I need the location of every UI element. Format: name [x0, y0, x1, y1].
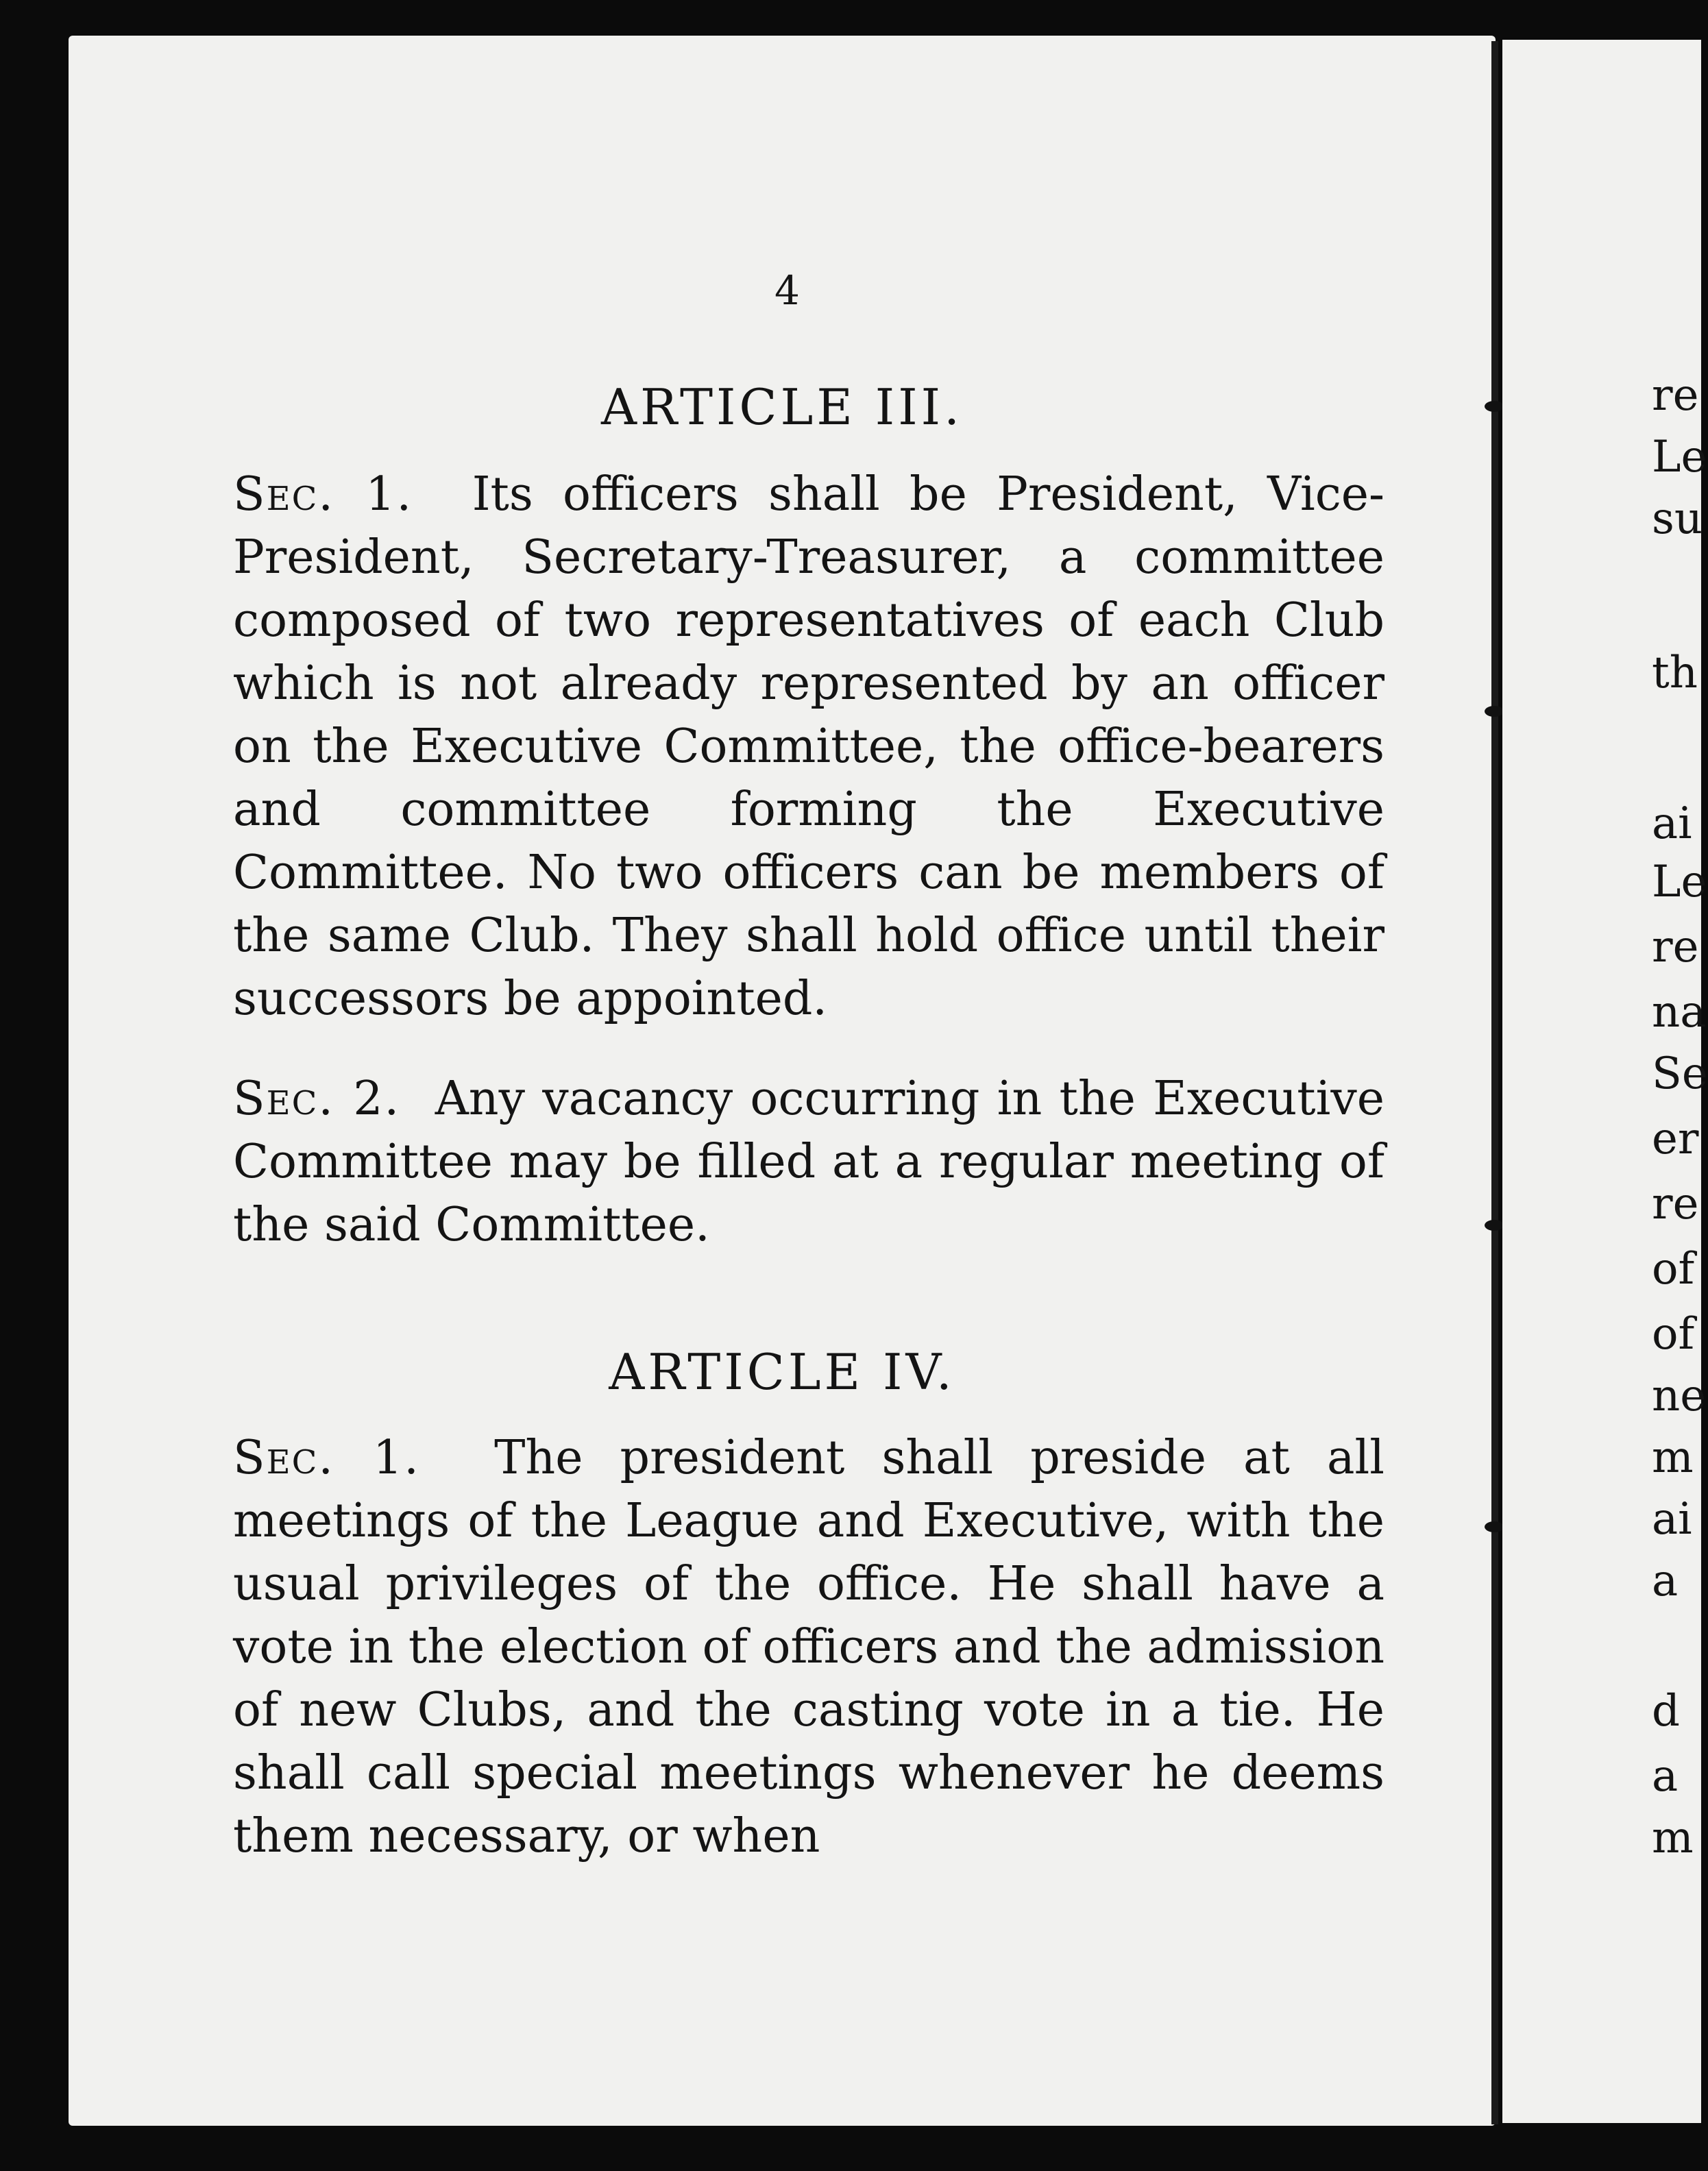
right-page-fragment: Le: [1652, 857, 1707, 907]
stitch-mark: [1485, 706, 1504, 717]
right-page-fragment: re: [1652, 370, 1699, 421]
article-iii-section-2: [233, 1068, 1384, 1257]
right-page-fragment: re: [1652, 1179, 1699, 1229]
right-page-fragment: ai: [1652, 798, 1692, 849]
right-page-fragment: Le: [1652, 432, 1707, 482]
right-page-fragment: su: [1652, 493, 1703, 544]
right-page-fragment: a: [1652, 1751, 1679, 1802]
right-page-fragment: ne: [1652, 1371, 1707, 1421]
section-text: The president shall preside at all meetings of the League and Executive, with the usual privileges of the office. He shall have a vote in the election of officers and the admission of new Clubs, and the casting vote in a tie. He shall call special meetings whenever he deems them necessary, or when: [233, 1431, 1384, 1863]
right-page-fragment: er: [1652, 1114, 1699, 1164]
section-label: Sec. 1.: [233, 1431, 420, 1485]
right-page-fragment: of: [1652, 1309, 1695, 1360]
stitch-mark: [1485, 1220, 1504, 1231]
right-page-fragment: re: [1652, 922, 1699, 972]
stitch-mark: [1485, 1521, 1504, 1532]
right-page-fragment: na: [1652, 987, 1707, 1038]
article-iii-heading: ARTICLE III.: [601, 378, 963, 436]
right-page-fragment: a: [1652, 1556, 1679, 1606]
page-number: 4: [774, 267, 800, 314]
right-page-fragment: m: [1652, 1432, 1694, 1483]
right-page-fragment: ai: [1652, 1494, 1692, 1545]
right-page-fragment: Se: [1652, 1048, 1708, 1099]
section-text: Its officers shall be President, Vice-President, Secretary-Treasurer, a committee composed of two representatives of each Club which is not already represented by an officer on the Executive Committee, the office-bearers and committee forming the Executive Committee. No two officers can be members of the same Club. They shall hold office until their successors be appointed.: [233, 467, 1384, 1026]
right-page-fragment: d: [1652, 1686, 1680, 1737]
book-spine: [1491, 41, 1498, 2124]
article-iii-section-1: [233, 463, 1384, 1031]
section-label: Sec. 1.: [233, 467, 413, 522]
section-label: Sec. 2.: [233, 1072, 401, 1126]
article-iv-section-1: [233, 1427, 1384, 1868]
right-page-fragment: th: [1652, 648, 1698, 698]
article-iv-heading: ARTICLE IV.: [609, 1343, 955, 1401]
right-page-fragment: m: [1652, 1813, 1694, 1863]
section-text: Any vacancy occurring in the Executive Committee may be filled at a regular meeting of the said Committee.: [233, 1072, 1384, 1252]
right-page-fragment: of: [1652, 1244, 1695, 1295]
